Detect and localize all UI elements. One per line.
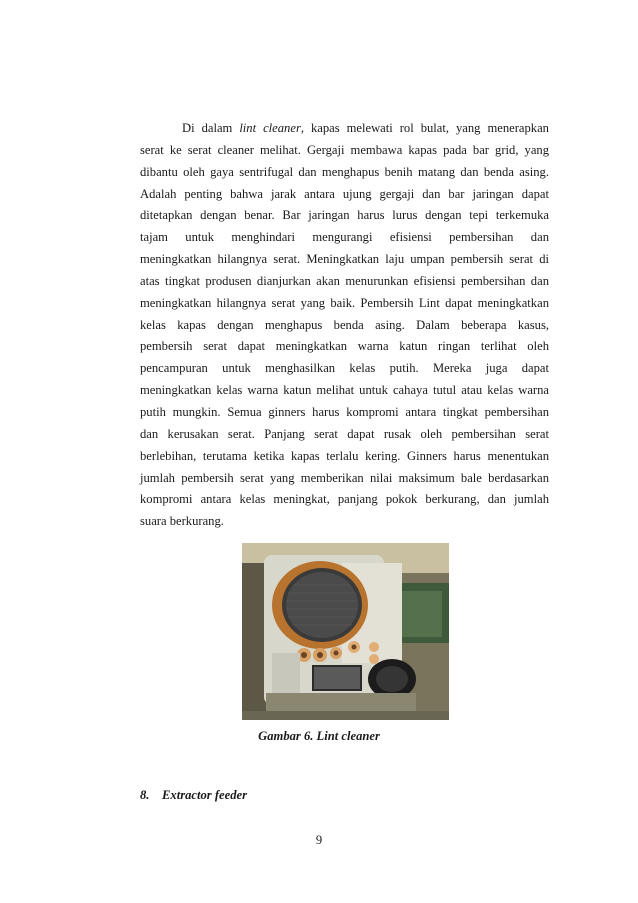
- paragraph-line: [140, 336, 549, 358]
- line-text: serat ke serat cleaner melihat. Gergaji membawa kapas pada bar grid, yang: [140, 142, 549, 157]
- paragraph-line: [140, 315, 549, 337]
- body-paragraph: [140, 118, 549, 533]
- line-text: ditetapkan dengan benar. Bar jaringan harus lurus dengan tepi terkemuka: [140, 208, 549, 223]
- paragraph-line: [140, 402, 549, 424]
- line-text: kompromi antara kelas meningkat, panjang pokok berkurang, dan jumlah: [140, 492, 549, 507]
- line-text: dibantu oleh gaya sentrifugal dan menghapus benih matang dan benda asing.: [140, 164, 549, 179]
- paragraph-line: [140, 446, 549, 468]
- line-text: jumlah pembersih serat yang memberikan nilai maksimum bale berdasarkan: [140, 470, 549, 485]
- paragraph-line: [140, 511, 549, 533]
- line-text: suara berkurang.: [140, 514, 224, 529]
- emphasized-term: lint cleaner: [239, 121, 301, 135]
- paragraph-line: [140, 424, 549, 446]
- line-text: berlebihan, terutama ketika kapas terlalu kering. Ginners harus menentukan: [140, 448, 549, 463]
- line-text: putih mungkin. Semua ginners harus kompromi antara tingkat pembersihan: [140, 404, 549, 419]
- line-text: Di dalam: [182, 121, 240, 135]
- paragraph-line: [140, 227, 549, 249]
- paragraph-line: [140, 380, 549, 402]
- line-text: pencampuran untuk menghasilkan kelas putih. Mereka juga dapat: [140, 361, 549, 376]
- paragraph-line: [140, 249, 549, 271]
- paragraph-line: [140, 293, 549, 315]
- line-text: pembersih serat dapat meningkatkan warna katun ringan terlihat oleh: [140, 339, 549, 354]
- line-text: tajam untuk menghindari mengurangi efisiensi pembersihan dan: [140, 230, 549, 245]
- page-number: 9: [315, 833, 323, 847]
- lint-cleaner-photo: [242, 543, 449, 720]
- paragraph-line: [140, 468, 549, 490]
- paragraph-line: [140, 140, 549, 162]
- line-text: kelas kapas dengan menghapus benda asing. Dalam beberapa kasus,: [140, 317, 549, 332]
- line-text: meningkatkan kelas warna katun melihat untuk cahaya tutul atau kelas warna: [140, 383, 549, 398]
- section-heading: [140, 788, 247, 803]
- paragraph-line: [140, 184, 549, 206]
- section-title: Extractor feeder: [162, 788, 247, 802]
- line-text: , kapas melewati rol bulat, yang menerapkan: [300, 121, 549, 135]
- line-text: meningkatkan hilangnya serat yang baik. Pembersih Lint dapat meningkatkan: [140, 295, 549, 310]
- paragraph-line: [140, 118, 549, 140]
- paragraph-line: [140, 489, 549, 511]
- paragraph-line: [140, 205, 549, 227]
- section-number: 8.: [140, 788, 150, 802]
- paragraph-line: [140, 358, 549, 380]
- paragraph-line: [140, 271, 549, 293]
- line-text: dan kerusakan serat. Panjang serat dapat rusak oleh pembersihan serat: [140, 426, 549, 441]
- line-text: meningkatkan hilangnya serat. Meningkatkan laju umpan pembersih serat di: [140, 252, 549, 267]
- figure-caption: Gambar 6. Lint cleaner: [258, 729, 380, 743]
- line-text: Adalah penting bahwa jarak antara ujung gergaji dan bar jaringan dapat: [140, 186, 549, 201]
- line-text: atas tingkat produsen dianjurkan akan menurunkan efisiensi pembersihan dan: [140, 273, 549, 288]
- paragraph-line: [140, 162, 549, 184]
